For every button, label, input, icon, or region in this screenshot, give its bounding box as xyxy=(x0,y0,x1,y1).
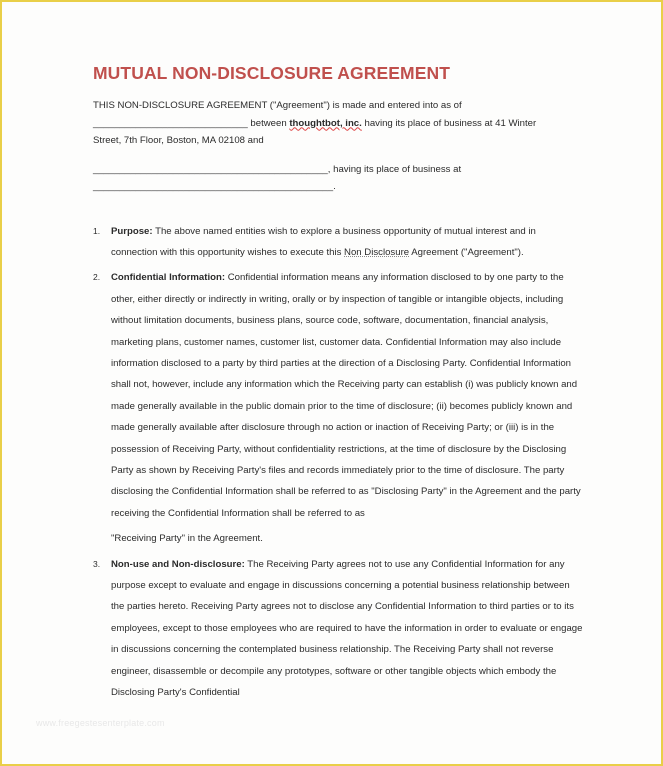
clause-tail: "Receiving Party" in the Agreement. xyxy=(111,533,263,545)
document-page xyxy=(93,62,583,707)
clause-list xyxy=(93,221,583,704)
clause-number: 2. xyxy=(93,272,101,283)
clause-confidential-information: 2. Confidential Information: Confidential information means any information disclosed to by one party to the other, either directly or indirectly in writing, orally or by inspection of tangible or intangible objects, including without limitation documents, business plans, source code, software, documentation, financial analysis, marketing plans, customer names, customer list, customer data. Confidential Information may also include information disclosed to a party by third parties at the direction of a Disclosing Party. Confidential Information shall not, however, include any information which the Receiving party can establish (i) was publicly known and made generally available in the public domain prior to the time of disclosure; (ii) becomes publicly known and made generally available after disclosure through no action or inaction of Receiving Party; or (iii) is in the possession of Receiving Party, without confidentiality restrictions, at the time of disclosure by the Disclosing Party as shown by Receiving Party's files and records immediately prior to the time of disclosure. The party disclosing the Confidential Information shall be referred to as "Disclosing Party" in the Agreement and the party receiving the Confidential Information shall be referred to as "Receiving Party" in the Agreement. xyxy=(93,267,583,549)
clause-purpose: 1. Purpose: The above named entities wish to explore a business opportunity of mutual interest and in connection with this opportunity wishes to execute this Non Disclosure Agreement ("Agreement"). xyxy=(93,221,583,264)
nda-term: Non Disclosure xyxy=(344,246,410,258)
date-blank[interactable]: _____________________________ xyxy=(93,117,248,129)
party-one-name: thoughtbot, inc. xyxy=(289,117,362,129)
intro-line-1: THIS NON-DISCLOSURE AGREEMENT ("Agreement") is made and entered into as of _____________________________ between thoughtbot, inc. having its place of business at 41 Winter Street, 7th Floor, Boston, MA 02108 and xyxy=(93,100,537,146)
clause-heading: Non-use and Non-disclosure: xyxy=(111,558,245,570)
intro-line-2: ____________________________________________, having its place of business at _____________________________________________. xyxy=(93,163,462,192)
document-title: MUTUAL NON-DISCLOSURE AGREEMENT xyxy=(93,63,450,83)
clause-heading: Purpose: xyxy=(111,225,153,237)
party-two-blank[interactable]: ____________________________________________ xyxy=(93,163,328,175)
clause-number: 1. xyxy=(93,225,101,236)
clause-non-use: 3. Non-use and Non-disclosure: The Receiving Party agrees not to use any Confidential Information for any purpose except to evaluate and engage in discussions concerning a potential business relationship between the parties hereto. Receiving Party agrees not to disclose any Confidential Information to third parties or to its employees, except to those employees who are required to have the information in order to evaluate or engage in discussions concerning the contemplated business relationship. The Receiving Party shall not reverse engineer, disassemble or decompile any prototypes, software or other tangible objects which embody the Disclosing Party's Confidential xyxy=(93,554,583,704)
intro-paragraph xyxy=(93,97,583,196)
watermark-text: www.freegestesenterplate.com xyxy=(36,718,165,728)
clause-number: 3. xyxy=(93,558,101,569)
address-blank[interactable]: _____________________________________________. xyxy=(93,181,336,192)
clause-heading: Confidential Information: xyxy=(111,272,226,284)
